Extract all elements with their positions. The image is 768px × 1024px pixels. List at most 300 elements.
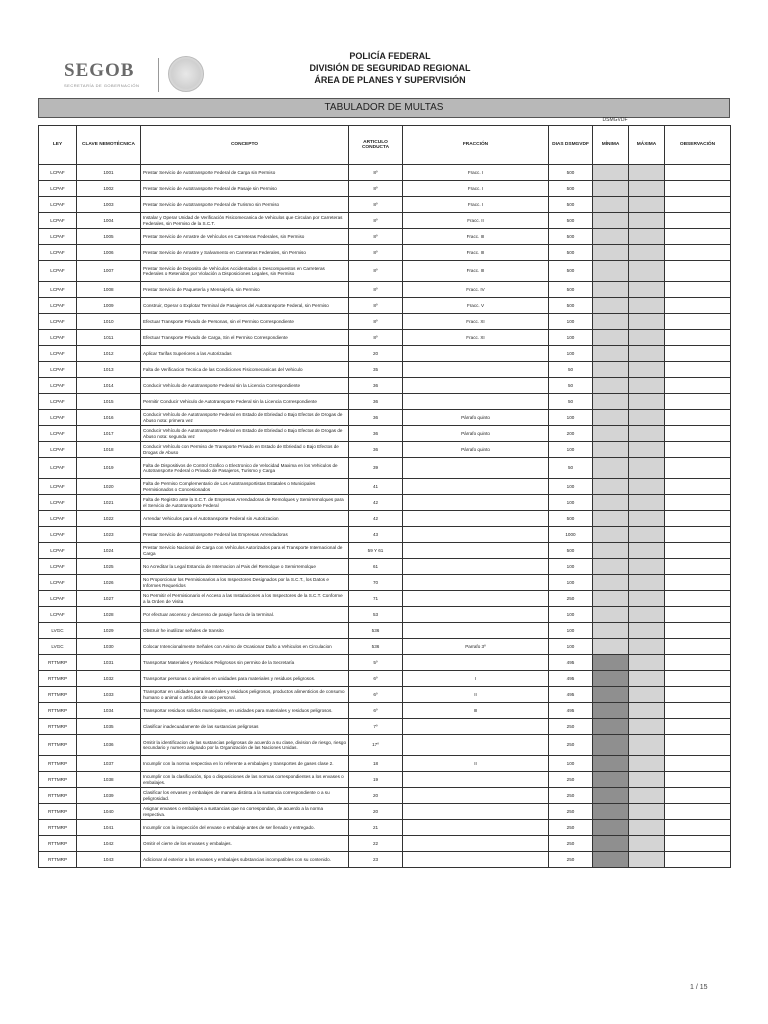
cell-maxima (629, 756, 665, 772)
cell-observacion (665, 282, 731, 298)
cell-fraccion: Párrafo quinto (403, 410, 549, 426)
cell-maxima (629, 591, 665, 607)
cell-clave: 1026 (77, 575, 141, 591)
cell-clave: 1011 (77, 330, 141, 346)
header-title-line: ÁREA DE PLANES Y SUPERVISIÓN (314, 75, 466, 85)
cell-clave: 1009 (77, 298, 141, 314)
cell-fraccion: Fracc. III (403, 229, 549, 245)
cell-maxima (629, 607, 665, 623)
table-row (39, 735, 731, 756)
cell-clave: 1012 (77, 346, 141, 362)
cell-observacion (665, 511, 731, 527)
cell-clave: 1006 (77, 245, 141, 261)
cell-minima (593, 639, 629, 655)
cell-minima (593, 197, 629, 213)
cell-clave: 1022 (77, 511, 141, 527)
cell-clave: 1020 (77, 479, 141, 495)
table-row (39, 165, 731, 181)
table-row (39, 458, 731, 479)
cell-maxima (629, 559, 665, 575)
col-header-minima: MÍNIMA (593, 126, 629, 165)
cell-fraccion (403, 820, 549, 836)
cell-articulo: 43 (349, 527, 403, 543)
cell-maxima (629, 229, 665, 245)
cell-observacion (665, 735, 731, 756)
col-header-articulo: ARTICULO CONDUCTA (349, 126, 403, 165)
cell-maxima (629, 410, 665, 426)
cell-articulo: 39 (349, 458, 403, 479)
cell-concepto: Asignar envases o embalajes a sustancias que no correspondan, de acuerdo a la norma respectiva. (141, 804, 349, 820)
cell-concepto: Transportar personas o animales en unidades para materiales y residuos peligrosos. (141, 671, 349, 687)
cell-clave: 1036 (77, 735, 141, 756)
national-seal-icon (168, 56, 204, 92)
cell-maxima (629, 282, 665, 298)
cell-concepto: Efectuar Transporte Privado de Carga, Sin el Permiso Correspondiente (141, 330, 349, 346)
cell-minima (593, 394, 629, 410)
cell-ley: RTTMRP (39, 671, 77, 687)
table-row (39, 298, 731, 314)
table-row (39, 671, 731, 687)
cell-ley: RTTMRP (39, 804, 77, 820)
cell-fraccion (403, 655, 549, 671)
cell-clave: 1033 (77, 687, 141, 703)
cell-fraccion: Párrafo quinto (403, 426, 549, 442)
cell-clave: 1004 (77, 213, 141, 229)
cell-fraccion: Fracc. IV (403, 282, 549, 298)
cell-ley: RTTMRP (39, 772, 77, 788)
cell-dias: 500 (549, 213, 593, 229)
cell-clave: 1039 (77, 788, 141, 804)
cell-observacion (665, 575, 731, 591)
cell-observacion (665, 213, 731, 229)
cell-ley: LCPAF (39, 282, 77, 298)
cell-concepto: Incumplir con la inspección del envase o embalaje antes de ser llenado y entregado. (141, 820, 349, 836)
cell-clave: 1034 (77, 703, 141, 719)
cell-minima (593, 804, 629, 820)
cell-articulo: 6º (349, 703, 403, 719)
cell-observacion (665, 543, 731, 559)
dsmgvdf-label: DSMGVDF (602, 117, 628, 123)
cell-ley: LCPAF (39, 378, 77, 394)
table-row (39, 788, 731, 804)
cell-clave: 1029 (77, 623, 141, 639)
cell-articulo: 59 Y 61 (349, 543, 403, 559)
cell-concepto: Prestar Servicio de Autotransporte Federal de Pasaje sin Permiso (141, 181, 349, 197)
cell-fraccion (403, 575, 549, 591)
cell-concepto: Prestar Servicio de Arrastre de Vehículos en Carreteras Federales, sin Permiso (141, 229, 349, 245)
cell-concepto: No Acreditar la Legal Estancia de Internacion al Pais del Remolque o Semirremolque (141, 559, 349, 575)
cell-fraccion: Fracc. I (403, 197, 549, 213)
cell-fraccion (403, 543, 549, 559)
cell-maxima (629, 687, 665, 703)
cell-articulo: 61 (349, 559, 403, 575)
cell-ley: LCPAF (39, 346, 77, 362)
cell-fraccion (403, 836, 549, 852)
table-row (39, 559, 731, 575)
cell-observacion (665, 261, 731, 282)
cell-maxima (629, 426, 665, 442)
col-header-clave: CLAVE NEMOTÉCNICA (77, 126, 141, 165)
cell-articulo: 8º (349, 282, 403, 298)
cell-fraccion (403, 623, 549, 639)
cell-dias: 100 (549, 314, 593, 330)
cell-dias: 100 (549, 495, 593, 511)
cell-ley: LCPAF (39, 591, 77, 607)
cell-dias: 500 (549, 165, 593, 181)
cell-articulo: 21 (349, 820, 403, 836)
table-row (39, 410, 731, 426)
cell-dias: 100 (549, 559, 593, 575)
table-row (39, 261, 731, 282)
cell-ley: LCPAF (39, 410, 77, 426)
cell-dias: 495 (549, 671, 593, 687)
cell-clave: 1027 (77, 591, 141, 607)
cell-observacion (665, 495, 731, 511)
cell-clave: 1016 (77, 410, 141, 426)
cell-ley: LVGC (39, 639, 77, 655)
cell-dias: 1000 (549, 527, 593, 543)
cell-ley: RTTMRP (39, 735, 77, 756)
segob-logo (64, 60, 164, 88)
cell-fraccion: Fracc. V (403, 298, 549, 314)
table-row (39, 655, 731, 671)
cell-fraccion (403, 458, 549, 479)
cell-observacion (665, 165, 731, 181)
cell-concepto: No Permitir el Permisionario el Acceso a las Instalaciones a los Inspectores de la S.C.T. Conforme a la Orden de Visita (141, 591, 349, 607)
table-row (39, 378, 731, 394)
cell-observacion (665, 378, 731, 394)
table-row (39, 639, 731, 655)
cell-observacion (665, 245, 731, 261)
cell-articulo: 35 (349, 362, 403, 378)
col-header-fraccion: FRACCIÓN (403, 126, 549, 165)
cell-maxima (629, 261, 665, 282)
cell-observacion (665, 804, 731, 820)
cell-articulo: 8º (349, 261, 403, 282)
cell-ley: RTTMRP (39, 820, 77, 836)
cell-dias: 500 (549, 229, 593, 245)
cell-ley: LCPAF (39, 442, 77, 458)
cell-dias: 50 (549, 458, 593, 479)
cell-observacion (665, 442, 731, 458)
cell-dias: 250 (549, 836, 593, 852)
cell-fraccion (403, 607, 549, 623)
cell-ley: RTTMRP (39, 687, 77, 703)
cell-clave: 1013 (77, 362, 141, 378)
cell-concepto: Prestar Servicio Nacional de Carga con Vehículos Autorizados para el Transporte Internacional de Carga (141, 543, 349, 559)
cell-minima (593, 213, 629, 229)
cell-articulo: 8º (349, 330, 403, 346)
table-row (39, 820, 731, 836)
cell-observacion (665, 591, 731, 607)
cell-maxima (629, 442, 665, 458)
cell-concepto: Conducir Vehículo de Autotransporte Federal en Estado de Ebriedad o Bajo Efectos de Drogas de Abuso nota: primera vez (141, 410, 349, 426)
cell-observacion (665, 298, 731, 314)
cell-dias: 100 (549, 479, 593, 495)
cell-dias: 250 (549, 788, 593, 804)
cell-articulo: 18 (349, 756, 403, 772)
col-header-dias: DIAS DSMGVDF (549, 126, 593, 165)
cell-minima (593, 527, 629, 543)
cell-fraccion (403, 511, 549, 527)
cell-minima (593, 511, 629, 527)
cell-observacion (665, 362, 731, 378)
cell-maxima (629, 213, 665, 229)
cell-observacion (665, 836, 731, 852)
cell-maxima (629, 181, 665, 197)
cell-minima (593, 655, 629, 671)
cell-clave: 1021 (77, 495, 141, 511)
cell-dias: 50 (549, 362, 593, 378)
cell-clave: 1003 (77, 197, 141, 213)
cell-observacion (665, 559, 731, 575)
cell-dias: 100 (549, 575, 593, 591)
cell-ley: LCPAF (39, 213, 77, 229)
cell-maxima (629, 362, 665, 378)
cell-fraccion (403, 378, 549, 394)
table-row (39, 756, 731, 772)
cell-dias: 250 (549, 852, 593, 868)
cell-clave: 1025 (77, 559, 141, 575)
cell-maxima (629, 314, 665, 330)
cell-fraccion: III (403, 703, 549, 719)
cell-ley: LCPAF (39, 245, 77, 261)
cell-observacion (665, 788, 731, 804)
cell-maxima (629, 330, 665, 346)
cell-observacion (665, 703, 731, 719)
cell-clave: 1023 (77, 527, 141, 543)
cell-dias: 250 (549, 719, 593, 735)
cell-maxima (629, 511, 665, 527)
cell-articulo: 53 (349, 607, 403, 623)
cell-maxima (629, 820, 665, 836)
cell-dias: 100 (549, 330, 593, 346)
cell-maxima (629, 655, 665, 671)
cell-ley: LCPAF (39, 394, 77, 410)
cell-ley: RTTMRP (39, 836, 77, 852)
cell-concepto: Falta de Verificacion Tecnica de las Condiciones Fisicomecanicas del Vehiculo (141, 362, 349, 378)
cell-fraccion (403, 772, 549, 788)
cell-fraccion (403, 719, 549, 735)
cell-concepto: Adicionar al exterior a los envases y embalajes substancias incompatibles con su contenido. (141, 852, 349, 868)
table-row (39, 607, 731, 623)
cell-minima (593, 623, 629, 639)
cell-observacion (665, 426, 731, 442)
cell-concepto: Prestar Servicio de Arrastre y Salvamento en Carreteras Federales, sin Permiso (141, 245, 349, 261)
table-body (39, 165, 731, 868)
cell-dias: 100 (549, 346, 593, 362)
cell-ley: RTTMRP (39, 703, 77, 719)
table-row (39, 804, 731, 820)
cell-articulo: 8º (349, 181, 403, 197)
cell-concepto: Clasificar los envases y embalajes de manera distinta a la sustancia correspondiente o a su peligrosidad. (141, 788, 349, 804)
cell-minima (593, 820, 629, 836)
table-row (39, 591, 731, 607)
cell-fraccion: Párrafo quinto (403, 442, 549, 458)
table-title-band: TABULADOR DE MULTAS (38, 98, 730, 118)
cell-articulo: 5º (349, 655, 403, 671)
cell-clave: 1028 (77, 607, 141, 623)
cell-observacion (665, 197, 731, 213)
cell-observacion (665, 655, 731, 671)
document-header (0, 40, 768, 98)
cell-concepto: Falta de Registro ante la S.C.T. de Empresas Arrendadoras de Remolques y Semirremolques para el Servicio de Autotransporte Federal (141, 495, 349, 511)
table-row (39, 719, 731, 735)
table-row (39, 623, 731, 639)
cell-dias: 495 (549, 703, 593, 719)
cell-observacion (665, 181, 731, 197)
cell-fraccion (403, 852, 549, 868)
cell-maxima (629, 378, 665, 394)
cell-maxima (629, 735, 665, 756)
cell-maxima (629, 394, 665, 410)
cell-articulo: 6º (349, 687, 403, 703)
cell-observacion (665, 314, 731, 330)
cell-observacion (665, 687, 731, 703)
table-row (39, 426, 731, 442)
cell-dias: 500 (549, 282, 593, 298)
cell-dias: 50 (549, 394, 593, 410)
cell-fraccion: Fracc. I (403, 181, 549, 197)
cell-dias: 100 (549, 756, 593, 772)
cell-maxima (629, 458, 665, 479)
cell-clave: 1007 (77, 261, 141, 282)
cell-clave: 1001 (77, 165, 141, 181)
cell-ley: LCPAF (39, 330, 77, 346)
cell-ley: LCPAF (39, 575, 77, 591)
cell-ley: LCPAF (39, 479, 77, 495)
cell-concepto: Incumplir con la norma respectiva en lo referente a embalajes y transportes de gases clase 2. (141, 756, 349, 772)
cell-ley: LCPAF (39, 495, 77, 511)
cell-ley: LCPAF (39, 607, 77, 623)
table-row (39, 442, 731, 458)
cell-observacion (665, 607, 731, 623)
table-row (39, 836, 731, 852)
cell-minima (593, 559, 629, 575)
cell-ley: RTTMRP (39, 655, 77, 671)
cell-maxima (629, 852, 665, 868)
cell-clave: 1040 (77, 804, 141, 820)
cell-articulo: 36 (349, 378, 403, 394)
cell-clave: 1042 (77, 836, 141, 852)
cell-concepto: Arrendar Vehiculos para el Autotransporte Federal sin Autorizacion (141, 511, 349, 527)
cell-concepto: Falta de Dispositivos de Control Grafico o Electronico de Velocidad Maxima en los Vehiculos de Autotransporte Federal o Privado de Pasajeros, Turismo y Carga (141, 458, 349, 479)
cell-fraccion: Fracc. XI (403, 314, 549, 330)
cell-concepto: Conducir Vehículo de Autotransporte Federal en Estado de Ebriedad o Bajo Efectos de Drogas de Abuso nota: segunda vez (141, 426, 349, 442)
cell-clave: 1030 (77, 639, 141, 655)
cell-minima (593, 719, 629, 735)
cell-fraccion: I (403, 671, 549, 687)
cell-articulo: 41 (349, 479, 403, 495)
cell-clave: 1005 (77, 229, 141, 245)
header-titles (260, 50, 520, 86)
cell-concepto: Colocar Intencionalmente Señales con Animo de Ocasionar Daño a Vehiculos en Circulacion (141, 639, 349, 655)
cell-concepto: Conducir Vehículo de Autotransporte Federal sin la Licencia Correspondiente (141, 378, 349, 394)
cell-dias: 250 (549, 820, 593, 836)
cell-observacion (665, 820, 731, 836)
cell-articulo: 19 (349, 772, 403, 788)
table-header-row (39, 126, 731, 165)
cell-dias: 100 (549, 607, 593, 623)
table-row (39, 527, 731, 543)
cell-minima (593, 346, 629, 362)
cell-minima (593, 772, 629, 788)
table-row (39, 197, 731, 213)
table-row (39, 687, 731, 703)
cell-minima (593, 410, 629, 426)
table-row (39, 362, 731, 378)
cell-clave: 1010 (77, 314, 141, 330)
cell-dias: 495 (549, 655, 593, 671)
cell-observacion (665, 346, 731, 362)
cell-concepto: Incumplir con la clasificación, tipo o disposiciones de las normas correspondientes a los envases o embalajes. (141, 772, 349, 788)
logo-subtext: SECRETARÍA DE GOBERNACIÓN (64, 83, 140, 88)
table-row (39, 330, 731, 346)
cell-clave: 1017 (77, 426, 141, 442)
cell-ley: RTTMRP (39, 719, 77, 735)
cell-dias: 500 (549, 245, 593, 261)
cell-minima (593, 442, 629, 458)
cell-observacion (665, 756, 731, 772)
cell-minima (593, 788, 629, 804)
cell-minima (593, 362, 629, 378)
cell-maxima (629, 165, 665, 181)
table-row (39, 282, 731, 298)
cell-minima (593, 852, 629, 868)
cell-minima (593, 495, 629, 511)
cell-clave: 1019 (77, 458, 141, 479)
cell-dias: 500 (549, 298, 593, 314)
cell-minima (593, 298, 629, 314)
cell-observacion (665, 458, 731, 479)
cell-articulo: 6º (349, 671, 403, 687)
cell-ley: LCPAF (39, 165, 77, 181)
cell-observacion (665, 671, 731, 687)
cell-minima (593, 591, 629, 607)
cell-ley: LCPAF (39, 426, 77, 442)
cell-maxima (629, 346, 665, 362)
cell-dias: 250 (549, 735, 593, 756)
cell-minima (593, 543, 629, 559)
cell-articulo: 8º (349, 298, 403, 314)
table-row (39, 703, 731, 719)
cell-observacion (665, 852, 731, 868)
cell-ley: LCPAF (39, 458, 77, 479)
logo-divider (158, 58, 159, 92)
cell-ley: RTTMRP (39, 756, 77, 772)
cell-fraccion: Fracc. I (403, 165, 549, 181)
header-title-line: DIVISIÓN DE SEGURIDAD REGIONAL (309, 63, 471, 73)
table-row (39, 213, 731, 229)
table-row (39, 495, 731, 511)
cell-ley: LCPAF (39, 298, 77, 314)
table-row (39, 314, 731, 330)
cell-clave: 1038 (77, 772, 141, 788)
cell-fraccion (403, 591, 549, 607)
cell-maxima (629, 719, 665, 735)
cell-observacion (665, 330, 731, 346)
cell-clave: 1041 (77, 820, 141, 836)
cell-clave: 1031 (77, 655, 141, 671)
cell-minima (593, 756, 629, 772)
cell-ley: LCPAF (39, 314, 77, 330)
cell-concepto: Falta de Permiso Complementario de Los Autotransportistas Estatales o Municipales Permisionados o Concesionados (141, 479, 349, 495)
cell-ley: RTTMRP (39, 852, 77, 868)
cell-maxima (629, 495, 665, 511)
cell-concepto: Omitir la identificacion de las sustancias peligrosas de acuerdo a su clase, division de riesgo, riesgo secundario y numero asignado por la Organización de las Naciones Unidas. (141, 735, 349, 756)
cell-minima (593, 314, 629, 330)
cell-concepto: Prestar Servicio de Autotransporte Federal las Empresas Arrendadoras (141, 527, 349, 543)
